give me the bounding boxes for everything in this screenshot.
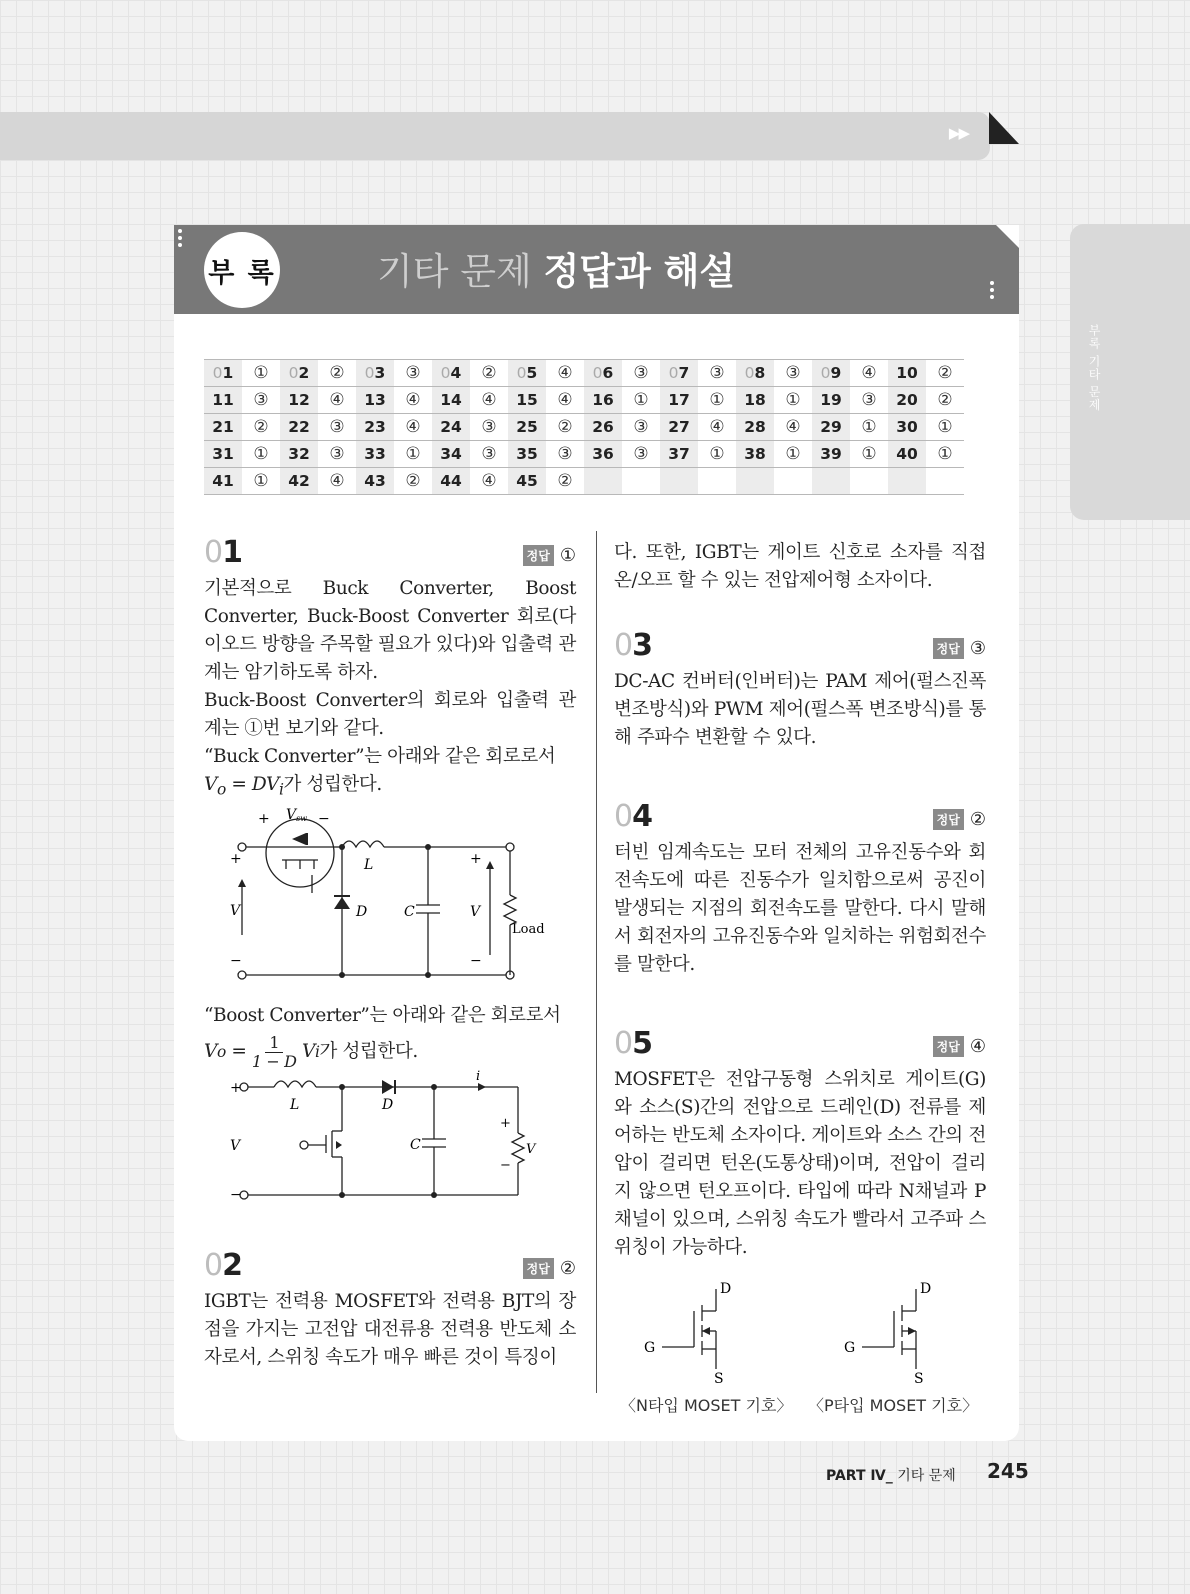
number-digit: 4 [632, 799, 652, 834]
answer-label: 정답 [933, 809, 964, 830]
boost-diode-label: D [382, 1097, 394, 1113]
number-digit: 4 [450, 364, 462, 382]
answer-number: 24 [432, 414, 470, 441]
answer-symbol: ③ [394, 360, 432, 387]
p-pin-d: D [920, 1281, 932, 1297]
answer-symbol [698, 468, 736, 495]
answer-number: 36 [584, 441, 622, 468]
answer-number [660, 468, 698, 495]
answer-number: 34 [432, 441, 470, 468]
appendix-badge: 부 록 [204, 232, 280, 308]
number-digit: 3 [632, 628, 652, 663]
answer-grid [204, 359, 964, 495]
number-zero: 0 [614, 1026, 633, 1061]
answer-symbol: ② [546, 414, 584, 441]
question-03-header [614, 628, 986, 668]
answer-mark [933, 809, 986, 830]
boost-vo-plus: + [500, 1116, 511, 1131]
question-number [614, 628, 652, 663]
question-number [614, 799, 652, 834]
q1-formula-buck: $V_o = DV_i$가 성립한다. [204, 774, 382, 799]
answer-number [432, 360, 470, 387]
number-zero: 0 [212, 364, 223, 382]
top-banner [0, 112, 990, 160]
buck-vi-label: V [230, 903, 241, 919]
question-02 [204, 1248, 576, 1372]
answer-number: 30 [888, 414, 926, 441]
answer-label: 정답 [523, 1258, 554, 1279]
answer-symbol: ① [850, 414, 888, 441]
answer-symbol: ④ [318, 387, 356, 414]
answer-number [660, 360, 698, 387]
boost-vi-label: V [230, 1138, 241, 1154]
buck-plus-label: + [258, 811, 270, 827]
answer-symbol: ② [926, 360, 964, 387]
answer-number: 38 [736, 441, 774, 468]
question-01 [204, 535, 576, 804]
answer-number: 13 [356, 387, 394, 414]
question-05-body: MOSFET은 전압구동형 스위치로 게이트(G)와 소스(S)간의 전압으로 드레인(D) 전류를 제어하는 반도체 소자이다. 게이트와 소스 간의 전압이 걸리면 턴온(도통상태)이며, 전압이 걸리지 않으면 턴오프이다. 타입에 따라 N채널과 P채널이 있으며, 스위칭 속도가 빨라서 고주파 스위칭이 가능하다. [614, 1069, 986, 1258]
number-digit: 5 [632, 1026, 652, 1061]
answer-symbol: ① [394, 441, 432, 468]
answer-symbol: ② [318, 360, 356, 387]
buck-capacitor-label: C [404, 904, 415, 920]
question-number [614, 1026, 652, 1061]
answer-number [812, 360, 850, 387]
answer-mark [933, 638, 986, 659]
corner-triangle-icon [989, 112, 1019, 144]
answer-number: 35 [508, 441, 546, 468]
answer-number: 28 [736, 414, 774, 441]
n-type-caption: 〈N타입 MOSET 기호〉 [620, 1396, 793, 1415]
answer-symbol: ② [546, 468, 584, 495]
answer-symbol: ③ [969, 638, 986, 659]
answer-mark [523, 545, 576, 566]
answer-number: 17 [660, 387, 698, 414]
answer-number: 31 [204, 441, 242, 468]
side-tab-label: 부록 기타 문제 [1087, 324, 1101, 412]
answer-grid-row [204, 441, 964, 468]
answer-symbol: ④ [774, 414, 812, 441]
header-dots-right-icon [990, 281, 994, 302]
boost-vi-minus: − [230, 1187, 242, 1203]
number-zero: 0 [614, 628, 633, 663]
question-04-header [614, 799, 986, 839]
answer-number: 33 [356, 441, 394, 468]
p-pin-g: G [844, 1340, 856, 1356]
answer-symbol: ④ [470, 387, 508, 414]
answer-grid-row [204, 468, 964, 495]
answer-number: 40 [888, 441, 926, 468]
answer-symbol: ③ [698, 360, 736, 387]
answer-number: 41 [204, 468, 242, 495]
number-digit: 9 [830, 364, 842, 382]
buck-diode-label: D [356, 904, 368, 920]
answer-number [888, 468, 926, 495]
answer-symbol: ④ [850, 360, 888, 387]
answer-symbol: ④ [394, 414, 432, 441]
answer-number [356, 360, 394, 387]
question-02-continued [614, 539, 986, 595]
answer-number: 26 [584, 414, 622, 441]
answer-symbol: ③ [470, 414, 508, 441]
answer-symbol: ① [242, 360, 280, 387]
answer-symbol: ④ [470, 468, 508, 495]
question-01-body [204, 575, 576, 804]
number-zero: 0 [204, 535, 223, 570]
boost-converter-circuit [220, 1069, 540, 1203]
answer-grid-row [204, 360, 964, 387]
buck-vo-plus: + [470, 851, 482, 867]
number-zero: 0 [668, 364, 679, 382]
answer-number: 23 [356, 414, 394, 441]
answer-number: 18 [736, 387, 774, 414]
answer-symbol: ③ [774, 360, 812, 387]
boost-vo-label: V [526, 1142, 536, 1157]
question-01-boost [204, 1002, 576, 1074]
q1-formula-boost: V o = $\frac{1}{1 - D}$ V i 가 성립한다. [204, 1032, 418, 1071]
answer-symbol: ③ [850, 387, 888, 414]
side-chapter-tab[interactable] [1070, 224, 1190, 520]
number-digit: 2 [298, 364, 310, 382]
q1-paragraph-1: 기본적으로 Buck Converter, Boost Converter, Buck-Boost Converter 회로(다이오드 방향을 주목할 필요가 있다)와 입출력 관계는 암기하도록 하자. [204, 578, 576, 683]
forward-arrows-icon: ▶▶ [948, 124, 968, 142]
answer-number [736, 468, 774, 495]
answer-number [584, 360, 622, 387]
answer-number [584, 468, 622, 495]
answer-number: 29 [812, 414, 850, 441]
answer-label: 정답 [523, 545, 554, 566]
question-03-body: DC-AC 컨버터(인버터)는 PAM 제어(펄스진폭 변조방식)와 PWM 제어(펄스폭 변조방식)를 통해 주파수 변환할 수 있다. [614, 671, 986, 748]
boost-current-label: i [476, 1069, 481, 1084]
answer-symbol: ③ [318, 414, 356, 441]
answer-number: 27 [660, 414, 698, 441]
buck-load-label: Load [512, 922, 545, 937]
q1-paragraph-3: “Buck Converter”는 아래와 같은 회로로서 [204, 746, 556, 767]
boost-vi-plus: + [230, 1080, 242, 1096]
answer-number: 14 [432, 387, 470, 414]
number-digit: 8 [754, 364, 766, 382]
number-zero: 0 [204, 1248, 223, 1283]
question-04 [614, 799, 986, 979]
number-digit: 2 [222, 1248, 242, 1283]
answer-symbol: ③ [622, 360, 660, 387]
answer-symbol: ① [242, 441, 280, 468]
p-pin-s: S [914, 1371, 924, 1387]
answer-symbol: ② [559, 1258, 576, 1279]
boost-capacitor-label: C [410, 1137, 421, 1153]
footer-part-label [826, 1465, 956, 1485]
buck-converter-circuit [220, 805, 545, 977]
answer-symbol [774, 468, 812, 495]
question-number [204, 535, 242, 570]
n-pin-d: D [720, 1281, 732, 1297]
p-type-mosfet-symbol [844, 1277, 994, 1385]
q1-paragraph-2: Buck-Boost Converter의 회로와 입출력 관계는 ①번 보기와 같다. [204, 690, 576, 739]
answer-number [736, 360, 774, 387]
number-digit: 1 [222, 364, 234, 382]
answer-symbol: ① [926, 414, 964, 441]
buck-vi-plus: + [230, 851, 242, 867]
section-title-light: 기타 문제 [377, 250, 532, 293]
answer-symbol: ④ [394, 387, 432, 414]
answer-symbol: ① [242, 468, 280, 495]
header-dots-left-icon [178, 229, 182, 250]
buck-vo-label: V [470, 904, 481, 920]
answer-symbol: ① [698, 441, 736, 468]
question-05-header [614, 1026, 986, 1066]
question-01-boost-body [204, 1002, 576, 1074]
boost-vo-minus: − [500, 1158, 511, 1173]
number-zero: 0 [364, 364, 375, 382]
answer-mark [933, 1036, 986, 1057]
number-zero: 0 [440, 364, 451, 382]
question-02-continued-body: 다. 또한, IGBT는 게이트 신호로 소자를 직접 온/오프 할 수 있는 전압제어형 소자이다. [614, 542, 986, 591]
question-02-body: IGBT는 전력용 MOSFET와 전력용 BJT의 장점을 가지는 고전압 대전류용 전력용 반도체 소자로서, 스위칭 속도가 매우 빠른 것이 특징이 [204, 1291, 576, 1368]
question-02-header [204, 1248, 576, 1288]
page-number: 245 [987, 1459, 1029, 1483]
buck-minus-label: − [318, 811, 330, 827]
question-01-header [204, 535, 576, 575]
number-zero: 0 [592, 364, 603, 382]
answer-symbol: ④ [546, 360, 584, 387]
answer-number: 43 [356, 468, 394, 495]
number-zero: 0 [516, 364, 527, 382]
answer-symbol: ④ [969, 1036, 986, 1057]
answer-number: 22 [280, 414, 318, 441]
answer-symbol: ③ [318, 441, 356, 468]
footer-section: 기타 문제 [892, 1468, 956, 1484]
answer-symbol: ④ [546, 387, 584, 414]
answer-symbol: ① [698, 387, 736, 414]
number-zero: 0 [820, 364, 831, 382]
answer-grid-row [204, 387, 964, 414]
answer-symbol: ① [559, 545, 576, 566]
answer-number [204, 360, 242, 387]
buck-vsw-label: Vsw [286, 807, 308, 823]
boost-inductor-label: L [290, 1097, 300, 1113]
answer-number: 32 [280, 441, 318, 468]
number-zero: 0 [614, 799, 633, 834]
answer-number: 44 [432, 468, 470, 495]
answer-grid-row [204, 414, 964, 441]
answer-number [280, 360, 318, 387]
answer-symbol: ③ [622, 441, 660, 468]
content-card [174, 225, 1019, 1441]
answer-number: 42 [280, 468, 318, 495]
answer-mark [523, 1258, 576, 1279]
answer-symbol: ③ [470, 441, 508, 468]
n-pin-s: S [714, 1371, 724, 1387]
answer-number: 20 [888, 387, 926, 414]
answer-label: 정답 [933, 638, 964, 659]
number-zero: 0 [288, 364, 299, 382]
answer-number: 21 [204, 414, 242, 441]
question-05 [614, 1026, 986, 1262]
answer-label: 정답 [933, 1036, 964, 1057]
answer-number: 12 [280, 387, 318, 414]
answer-symbol: ② [242, 414, 280, 441]
question-04-body: 터빈 임계속도는 모터 전체의 고유진동수와 회전속도에 따른 진동수가 일치함으로써 공진이 발생되는 지점의 회전속도를 말한다. 다시 말해서 회전자의 고유진동수와 일치하는 위험회전수를 말한다. [614, 842, 986, 975]
number-digit: 1 [222, 535, 242, 570]
number-zero: 0 [744, 364, 755, 382]
answer-symbol: ④ [318, 468, 356, 495]
number-digit: 5 [526, 364, 538, 382]
footer-part: PART Ⅳ_ [826, 1468, 893, 1484]
question-03 [614, 628, 986, 752]
answer-symbol: ② [394, 468, 432, 495]
answer-symbol [926, 468, 964, 495]
answer-symbol: ① [774, 387, 812, 414]
answer-symbol: ① [926, 441, 964, 468]
answer-number: 19 [812, 387, 850, 414]
number-digit: 3 [374, 364, 386, 382]
answer-symbol: ③ [546, 441, 584, 468]
n-type-mosfet-symbol [644, 1277, 794, 1385]
answer-symbol: ③ [622, 414, 660, 441]
n-pin-g: G [644, 1340, 656, 1356]
answer-number: 39 [812, 441, 850, 468]
answer-symbol: ② [926, 387, 964, 414]
answer-number: 11 [204, 387, 242, 414]
answer-symbol: ② [969, 809, 986, 830]
answer-symbol: ③ [242, 387, 280, 414]
answer-symbol [622, 468, 660, 495]
answer-number: 16 [584, 387, 622, 414]
answer-number: 25 [508, 414, 546, 441]
answer-symbol: ④ [698, 414, 736, 441]
buck-inductor-label: L [364, 857, 374, 873]
answer-symbol: ② [470, 360, 508, 387]
buck-vo-minus: − [470, 953, 482, 969]
question-number [204, 1248, 242, 1283]
answer-symbol: ① [774, 441, 812, 468]
section-title [377, 241, 735, 295]
answer-number [508, 360, 546, 387]
q1-paragraph-4: “Boost Converter”는 아래와 같은 회로로서 [204, 1005, 561, 1026]
column-divider [596, 531, 597, 1393]
answer-number: 10 [888, 360, 926, 387]
number-digit: 6 [602, 364, 614, 382]
answer-number: 37 [660, 441, 698, 468]
p-type-caption: 〈P타입 MOSET 기호〉 [808, 1396, 979, 1415]
answer-symbol: ① [622, 387, 660, 414]
answer-number: 15 [508, 387, 546, 414]
answer-symbol: ① [850, 441, 888, 468]
buck-vi-minus: − [230, 953, 242, 969]
answer-symbol [850, 468, 888, 495]
section-title-bold: 정답과 해설 [543, 250, 736, 293]
number-digit: 7 [678, 364, 690, 382]
answer-number [812, 468, 850, 495]
answer-number: 45 [508, 468, 546, 495]
